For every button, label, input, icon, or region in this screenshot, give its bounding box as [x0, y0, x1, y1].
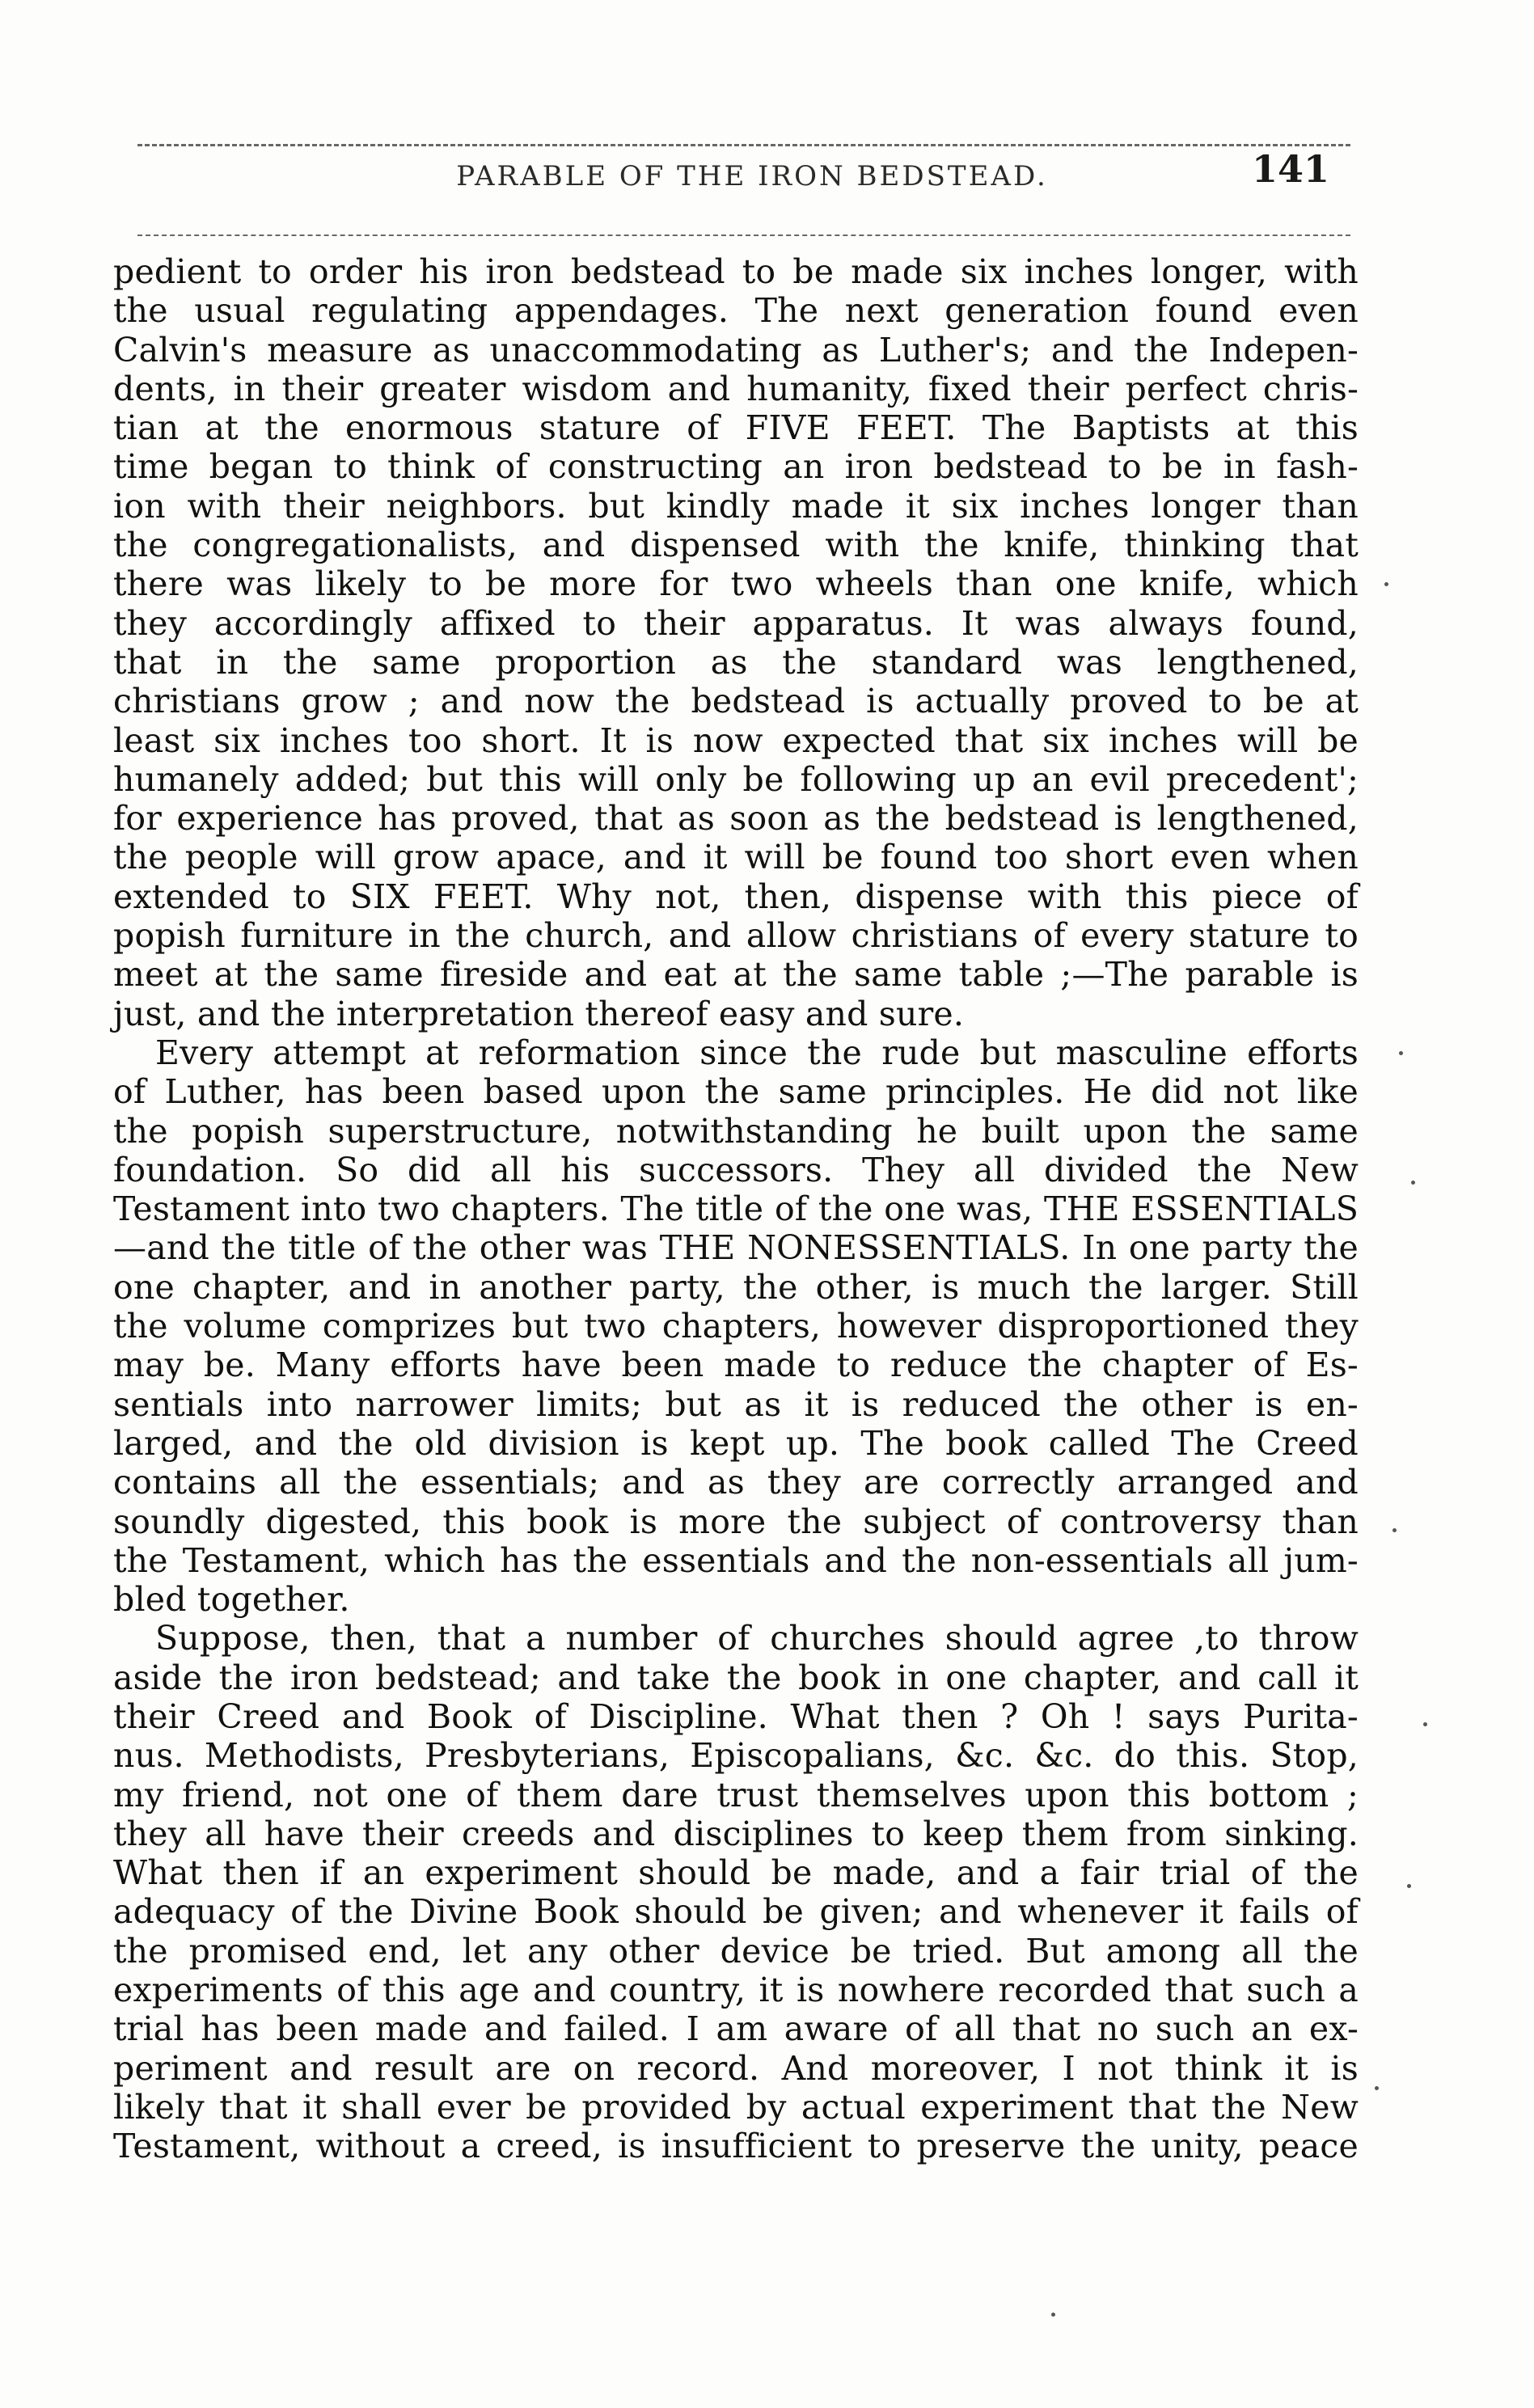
header-bottom-rule	[137, 234, 1350, 236]
text-line: christians grow ; and now the bedstead is actually proved to be at	[113, 682, 1359, 721]
text-line: for experience has proved, that as soon as the bedstead is lengthened,	[113, 799, 1359, 839]
scan-speck	[1384, 582, 1388, 586]
text-line: extended to SIX FEET. Why not, then, dispense with this piece of	[113, 877, 1359, 916]
text-line: Testament, without a creed, is insufficient to preserve the unity, peace	[113, 2127, 1359, 2166]
text-line: they accordingly affixed to their apparatus. It was always found,	[113, 603, 1359, 643]
text-line: contains all the essentials; and as they are correctly arranged and	[113, 1463, 1359, 1502]
text-line: the volume comprizes but two chapters, however disproportioned they	[113, 1307, 1359, 1346]
text-line: the usual regulating appendages. The next generation found even	[113, 291, 1359, 331]
text-line: one chapter, and in another party, the other, is much the larger. Still	[113, 1267, 1359, 1307]
text-line: trial has been made and failed. I am aware of all that no such an ex-	[113, 2009, 1359, 2049]
text-line: likely that it shall ever be provided by actual experiment that the New	[113, 2087, 1359, 2127]
scan-speck	[1051, 2313, 1055, 2317]
text-line: nus. Methodists, Presbyterians, Episcopalians, &c. &c. do this. Stop,	[113, 1736, 1359, 1776]
scan-speck	[1423, 1722, 1427, 1726]
text-line: may be. Many efforts have been made to reduce the chapter of Es-	[113, 1346, 1359, 1385]
text-line: there was likely to be more for two wheels than one knife, which	[113, 564, 1359, 604]
scan-speck	[1407, 1884, 1411, 1888]
text-line: periment and result are on record. And moreover, I not think it is	[113, 2048, 1359, 2088]
text-line: aside the iron bedstead; and take the book in one chapter, and call it	[113, 1658, 1359, 1697]
text-line: pedient to order his iron bedstead to be made six inches longer, with	[113, 252, 1359, 291]
text-line: popish furniture in the church, and allow christians of every stature to	[113, 916, 1359, 956]
text-line: time began to think of constructing an iron bedstead to be in fash-	[113, 447, 1359, 487]
text-line: least six inches too short. It is now expected that six inches will be	[113, 720, 1359, 760]
scan-speck	[1392, 1528, 1397, 1532]
text-line: sentials into narrower limits; but as it is reduced the other is en-	[113, 1384, 1359, 1424]
text-line: ion with their neighbors. but kindly made it six inches longer than	[113, 486, 1359, 526]
scan-speck	[1375, 2086, 1379, 2090]
text-line: larged, and the old division is kept up. The book called The Creed	[113, 1423, 1359, 1463]
text-line: their Creed and Book of Discipline. What then ? Oh ! says Purita-	[113, 1696, 1359, 1736]
text-line: Every attempt at reformation since the rude but masculine efforts	[155, 1033, 1359, 1072]
running-head: PARABLE OF THE IRON BEDSTEAD.	[456, 160, 1048, 192]
text-line: humanely added; but this will only be following up an evil precedent';	[113, 759, 1359, 799]
text-line: tian at the enormous stature of FIVE FEET. The Baptists at this	[113, 408, 1359, 448]
text-line: Testament into two chapters. The title of the one was, THE ESSENTIALS	[113, 1189, 1359, 1229]
text-line: foundation. So did all his successors. They all divided the New	[113, 1150, 1359, 1189]
text-line: bled together.	[113, 1580, 350, 1620]
text-line: soundly digested, this book is more the subject of controversy than	[113, 1502, 1359, 1541]
text-line: the popish superstructure, notwithstanding he built upon the same	[113, 1111, 1359, 1151]
text-line: my friend, not one of them dare trust themselves upon this bottom ;	[113, 1775, 1359, 1814]
text-line: the congregationalists, and dispensed with the knife, thinking that	[113, 526, 1359, 565]
scan-speck	[1411, 1181, 1415, 1185]
text-line: the Testament, which has the essentials and the non-essentials all jum-	[113, 1540, 1359, 1580]
text-line: Calvin's measure as unaccommodating as Luther's; and the Indepen-	[113, 330, 1359, 370]
text-line: the promised end, let any other device be tried. But among all the	[113, 1931, 1359, 1971]
text-line: experiments of this age and country, it is nowhere recorded that such a	[113, 1971, 1359, 2010]
text-line: that in the same proportion as the standard was lengthened,	[113, 642, 1359, 682]
text-line: adequacy of the Divine Book should be given; and whenever it fails of	[113, 1892, 1359, 1932]
page-number: 141	[1252, 147, 1330, 191]
header-top-rule	[137, 144, 1350, 146]
text-line: Suppose, then, that a number of churches should agree ,to throw	[155, 1619, 1359, 1658]
text-line: dents, in their greater wisdom and humanity, fixed their perfect chris-	[113, 369, 1359, 408]
scan-speck	[1399, 1051, 1403, 1055]
text-line: the people will grow apace, and it will be found too short even when	[113, 838, 1359, 877]
text-line: just, and the interpretation thereof easy and sure.	[113, 994, 965, 1033]
text-line: they all have their creeds and disciplines to keep them from sinking.	[113, 1814, 1359, 1853]
body-text	[113, 252, 1359, 2166]
text-line: —and the title of the other was THE NONESSENTIALS. In one party the	[113, 1228, 1359, 1268]
text-line: meet at the same fireside and eat at the same table ;—The parable is	[113, 955, 1359, 995]
text-line: What then if an experiment should be made, and a fair trial of the	[113, 1853, 1359, 1893]
text-line: of Luther, has been based upon the same principles. He did not like	[113, 1072, 1359, 1112]
